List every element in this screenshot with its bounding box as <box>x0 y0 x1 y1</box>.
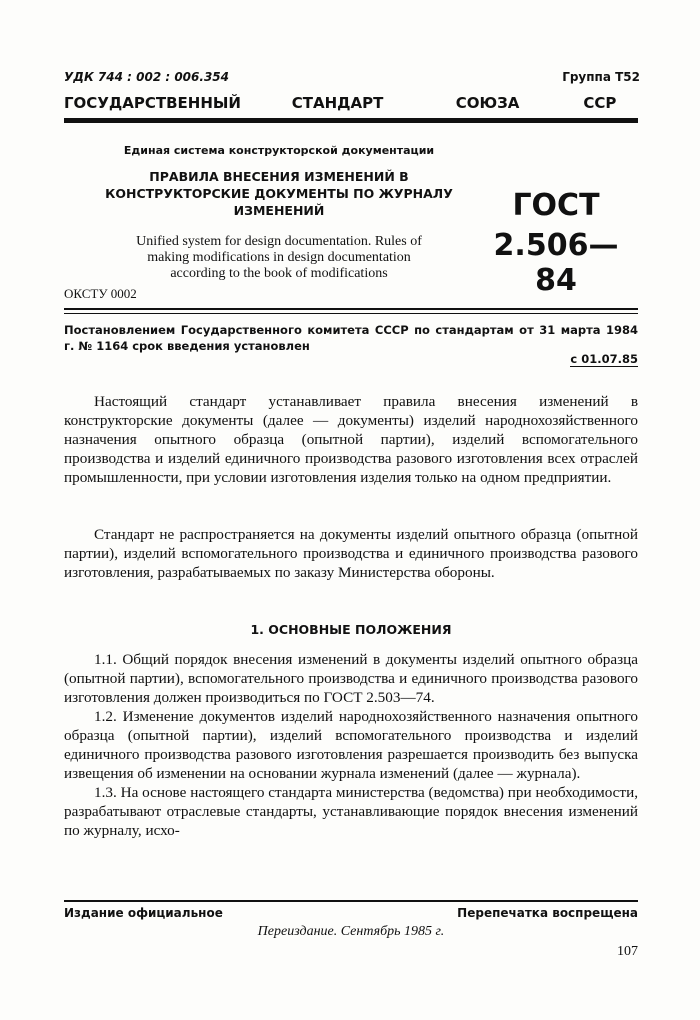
main-title-line: ПРАВИЛА ВНЕСЕНИЯ ИЗМЕНЕНИЙ В <box>149 169 409 184</box>
paragraph-text: Стандарт не распространяется на документы изделий опытного образца (опытной партии), изделий вспомогательного производства и единичного производства разового изготовления, разрабатываемых по заказу Министерства обороны. <box>64 526 638 581</box>
paragraph-text: 1.3. На основе настоящего стандарта министерства (ведомства) при необходимости, разрабатывают отраслевые стандарты, устанавливающие порядок внесения изменений по журналу, исхо- <box>64 784 638 839</box>
english-title-line: Unified system for design documentation. Rules of <box>136 234 422 249</box>
gost-number: 2.506—84 <box>493 228 619 298</box>
edition-label: Издание официальное <box>64 906 223 920</box>
intro-paragraph <box>64 392 638 487</box>
header-rule <box>64 118 638 123</box>
udk-code: УДК 744 : 002 : 006.354 <box>64 70 229 84</box>
reissue-note: Переиздание. Сентябрь 1985 г. <box>257 924 445 939</box>
effective-date: с 01.07.85 <box>570 352 638 366</box>
main-title <box>64 168 494 219</box>
paragraph-text: Настоящий стандарт устанавливает правила внесения изменений в конструкторские документы (далее — документы) изделий народнохозяйственного назначения опытного образца (опытной партии), изделий вспомогательного производства и изделий единичного производства разового изготовления всех отраслей промышленности, при условии изготовления изделия только на одном предприятии. <box>64 393 638 486</box>
divider-rule <box>64 308 638 310</box>
main-title-line: ИЗМЕНЕНИЙ <box>233 203 325 218</box>
english-title-line: making modifications in design documentation <box>147 250 411 265</box>
standard-title-word: ГОСУДАРСТВЕННЫЙ <box>64 94 241 112</box>
page-number: 107 <box>617 944 638 959</box>
section-paragraphs <box>64 650 638 840</box>
footer-rule <box>64 900 638 902</box>
paragraph-text: 1.1. Общий порядок внесения изменений в документы изделий опытного образца (опытной партии), вспомогательного производства и единичного производства разового изготовления должен производиться по ГОСТ 2.503—74. <box>64 651 638 706</box>
paragraph-text: 1.2. Изменение документов изделий народнохозяйственного назначения опытного образца (опытной партии), изделий вспомогательного производства и изделий единичного производства разового изготовления разрешается производить без выпуска извещения об изменении на основании журнала изменений (далее — журнала). <box>64 708 638 782</box>
system-title: Единая система конструкторской документации <box>123 144 435 157</box>
standard-title-word: СТАНДАРТ <box>291 94 384 112</box>
divider-rule-secondary <box>64 313 638 314</box>
main-title-line: КОНСТРУКТОРСКИЕ ДОКУМЕНТЫ ПО ЖУРНАЛУ <box>105 186 453 201</box>
standard-title-word: СОЮЗА <box>455 94 520 112</box>
gost-label: ГОСТ <box>512 188 600 223</box>
decree-text: Постановлением Государственного комитета СССР по стандартам от 31 марта 1984 г. № 1164 срок введения установлен <box>64 323 638 353</box>
reprint-ban-label: Перепечатка воспрещена <box>457 906 638 920</box>
group-code: Группа Т52 <box>562 70 640 84</box>
section-heading: 1. ОСНОВНЫЕ ПОЛОЖЕНИЯ <box>250 622 452 637</box>
okstu-code: ОКСТУ 0002 <box>64 286 137 301</box>
standard-title <box>64 94 638 112</box>
english-title <box>64 234 494 282</box>
intro-paragraph <box>64 525 638 582</box>
standard-title-word: ССР <box>583 94 617 112</box>
english-title-line: according to the book of modifications <box>170 266 388 281</box>
